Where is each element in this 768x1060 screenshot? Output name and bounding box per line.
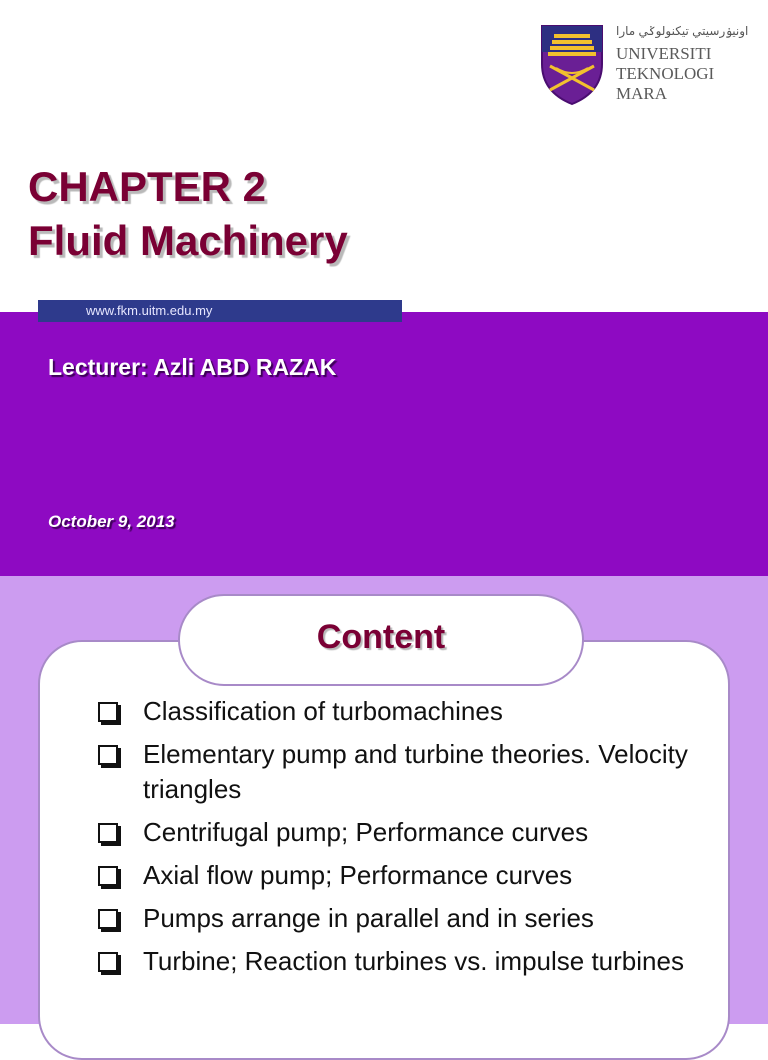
logo-jawi-text: اونيۏرسيتي تيكنولوݢي مارا bbox=[616, 24, 749, 38]
checkbox-bullet-icon bbox=[98, 745, 118, 765]
list-item: Centrifugal pump; Performance curves bbox=[96, 815, 716, 850]
lecturer-name: Lecturer: Azli ABD RAZAK bbox=[48, 354, 337, 380]
checkbox-bullet-icon bbox=[98, 866, 118, 886]
content-heading-tab bbox=[178, 594, 584, 686]
list-item: Axial flow pump; Performance curves bbox=[96, 858, 716, 893]
content-heading: Content bbox=[316, 618, 446, 656]
logo-university-name: UNIVERSITI TEKNOLOGI MARA bbox=[616, 44, 715, 103]
content-list bbox=[96, 694, 716, 987]
checkbox-bullet-icon bbox=[98, 909, 118, 929]
checkbox-bullet-icon bbox=[98, 702, 118, 722]
slide-title bbox=[28, 160, 348, 268]
slide-header bbox=[0, 0, 768, 312]
slide-date: October 9, 2013 bbox=[48, 512, 175, 531]
list-item: Pumps arrange in parallel and in series bbox=[96, 901, 716, 936]
title-line-2: Fluid Machinery bbox=[28, 217, 348, 264]
checkbox-bullet-icon bbox=[98, 823, 118, 843]
lecturer-band bbox=[0, 312, 768, 576]
website-link[interactable]: www.fkm.uitm.edu.my bbox=[38, 300, 402, 322]
list-item: Elementary pump and turbine theories. Velocity triangles bbox=[96, 737, 716, 807]
list-item: Classification of turbomachines bbox=[96, 694, 716, 729]
checkbox-bullet-icon bbox=[98, 952, 118, 972]
uitm-logo bbox=[538, 22, 749, 106]
list-item: Turbine; Reaction turbines vs. impulse turbines bbox=[96, 944, 716, 979]
title-line-1: CHAPTER 2 bbox=[28, 163, 267, 210]
uitm-crest-icon bbox=[538, 22, 606, 106]
